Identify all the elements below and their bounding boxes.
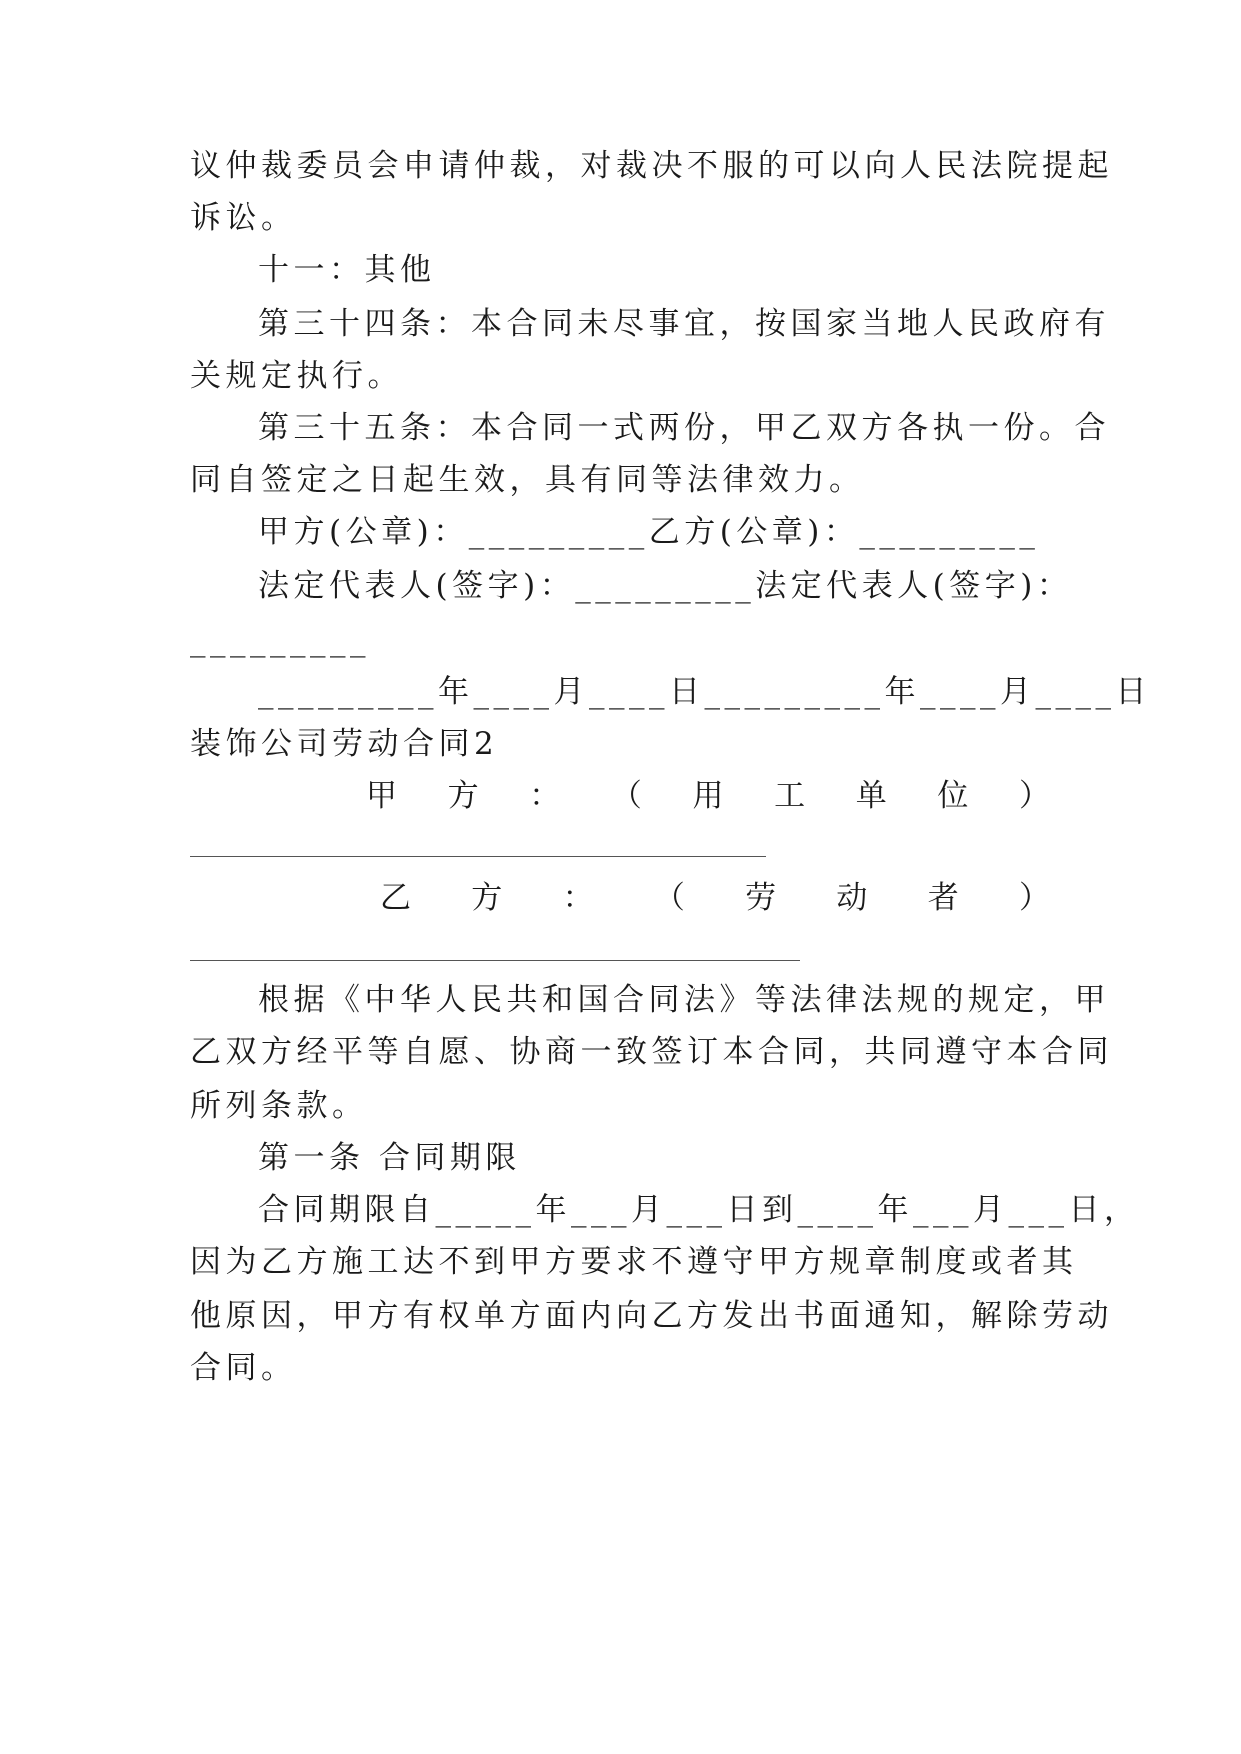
party-a-blank <box>190 856 766 857</box>
article-heading: 第一条 合同期限 <box>258 1140 521 1176</box>
party-a-char: 工 <box>774 778 806 814</box>
party-a-char: 用 <box>692 778 724 814</box>
party-a-char: ： <box>529 778 561 814</box>
section-heading: 十一：其他 <box>258 252 436 288</box>
party-b-char: （ <box>653 880 685 916</box>
text-line: 乙双方经平等自愿、协商一致签订本合同，共同遵守本合同 <box>190 1034 1113 1070</box>
text-line: 同自签定之日起生效，具有同等法律效力。 <box>190 462 865 498</box>
party-a-char: 位 <box>937 778 969 814</box>
party-a-char: 单 <box>855 778 887 814</box>
party-b-char: 劳 <box>745 880 777 916</box>
text-line: 第三十四条：本合同未尽事宜，按国家当地人民政府有 <box>258 306 1110 342</box>
party-a-line <box>366 776 1050 816</box>
signature-blank: _________ <box>190 622 370 658</box>
party-a-char: ） <box>1019 778 1050 814</box>
party-b-char: ： <box>562 880 594 916</box>
party-b-char: 动 <box>836 880 868 916</box>
text-line: 合同。 <box>190 1350 297 1386</box>
text-line: 根据《中华人民共和国合同法》等法律法规的规定，甲 <box>258 982 1110 1018</box>
text-line: 第三十五条：本合同一式两份，甲乙双方各执一份。合 <box>258 410 1110 446</box>
party-b-line <box>380 878 1050 918</box>
date-line: _________年____月____日_________年____月____日 <box>258 674 1151 710</box>
party-a-char: 甲 <box>366 778 397 814</box>
text-line: 关规定执行。 <box>190 358 403 394</box>
party-b-char: 乙 <box>380 880 411 916</box>
signature-seal-line: 甲方(公章)：_________乙方(公章)：_________ <box>258 514 1040 550</box>
text-line: 因为乙方施工达不到甲方要求不遵守甲方规章制度或者其 <box>190 1244 1078 1280</box>
party-a-char: （ <box>610 778 642 814</box>
party-b-char: 方 <box>471 880 503 916</box>
text-line: 合同期限自_____年___月___日到____年___月___日， <box>258 1192 1140 1228</box>
signature-representative-line: 法定代表人(签字)：_________法定代表人(签字)： <box>258 568 1073 604</box>
contract-title: 装饰公司劳动合同2 <box>190 726 499 762</box>
text-line: 议仲裁委员会申请仲裁，对裁决不服的可以向人民法院提起 <box>190 148 1113 184</box>
text-line: 他原因，甲方有权单方面内向乙方发出书面通知，解除劳动 <box>190 1298 1113 1334</box>
party-b-char: ） <box>1018 880 1050 916</box>
party-b-char: 者 <box>927 880 959 916</box>
party-b-blank <box>190 960 800 961</box>
text-line: 所列条款。 <box>190 1088 368 1124</box>
party-a-char: 方 <box>447 778 479 814</box>
text-line: 诉讼。 <box>190 200 297 236</box>
